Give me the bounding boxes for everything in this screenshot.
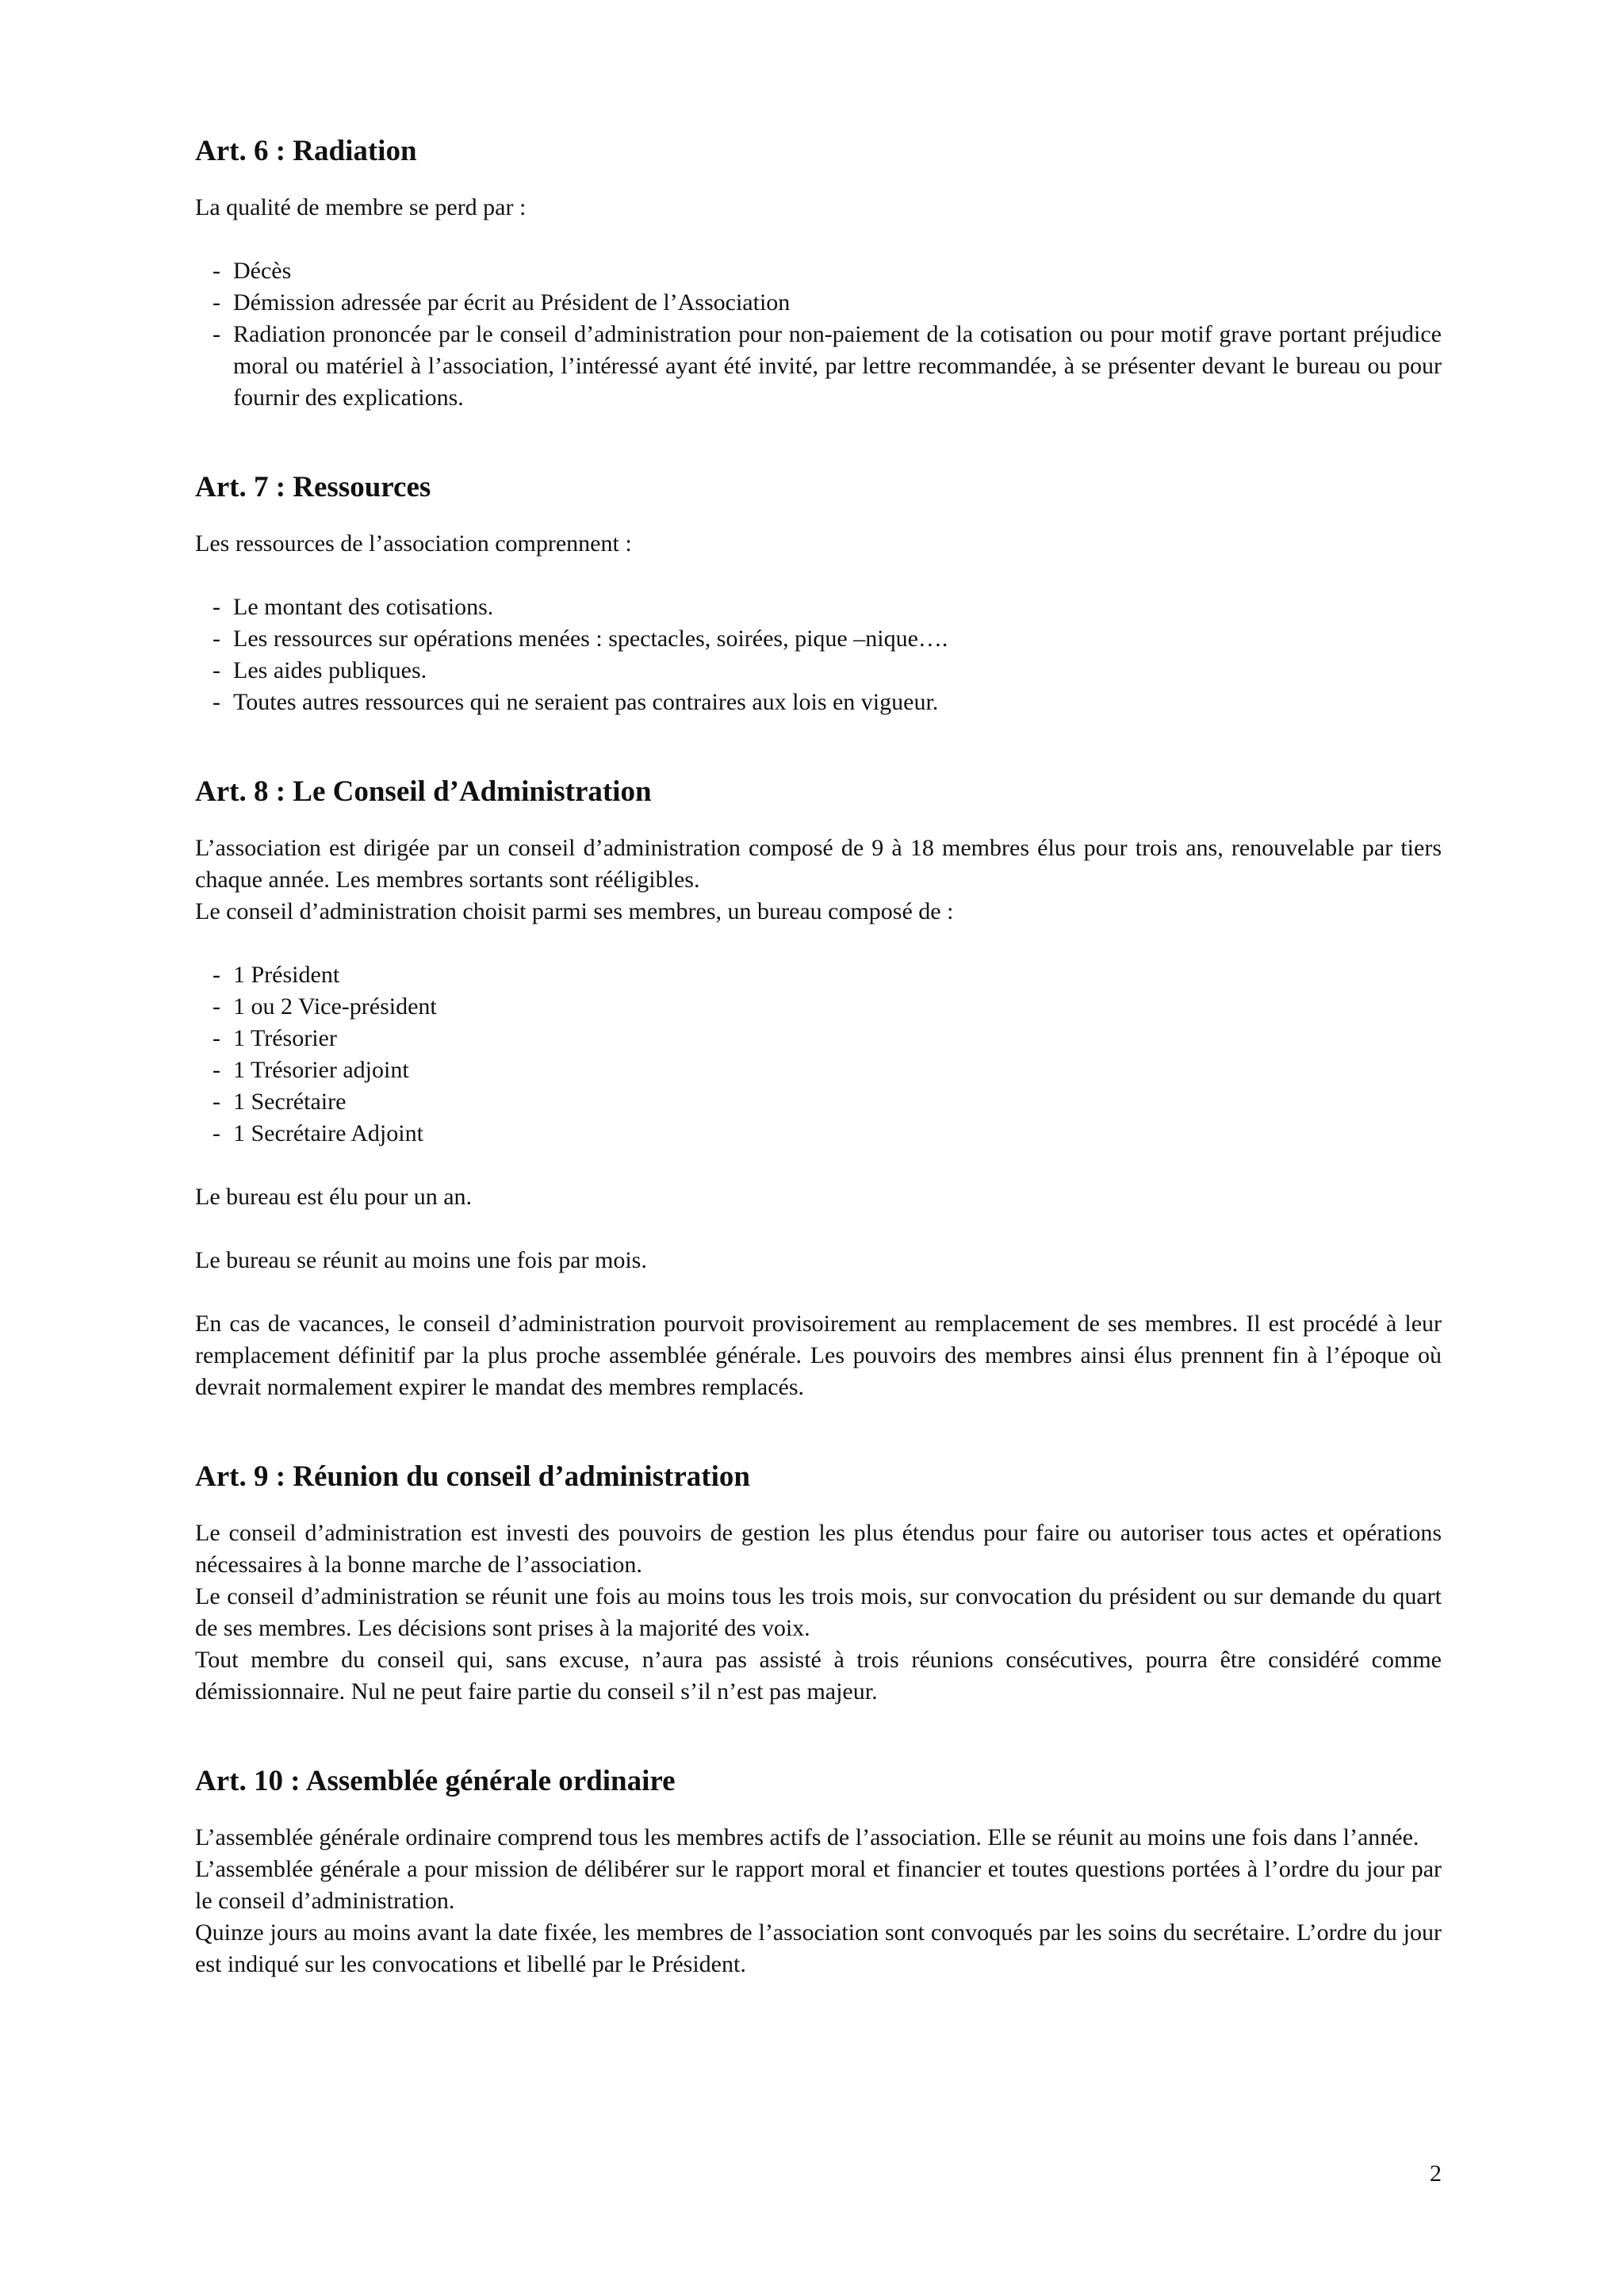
article-6-intro: La qualité de membre se perd par : xyxy=(195,194,527,220)
article-6-list xyxy=(213,255,1442,414)
article-10-paragraph-1: L’assemblée générale ordinaire comprend tous les membres actifs de l’association. Elle se réunit au moins une fois dans l’année. xyxy=(195,1824,1419,1850)
article-9-title: Art. 9 : Réunion du conseil d’administration xyxy=(195,1460,750,1493)
article-8-title: Art. 8 : Le Conseil d’Administration xyxy=(195,775,652,808)
article-8-paragraph-3: Le bureau est élu pour un an. xyxy=(195,1184,473,1210)
list-item: - Démission adressée par écrit au Président de l’Association xyxy=(213,287,1442,319)
list-item: - 1 Secrétaire Adjoint xyxy=(213,1118,1442,1150)
list-item: - Radiation prononcée par le conseil d’administration pour non-paiement de la cotisation ou pour motif grave portant préjudice moral ou matériel à l’association, l’intéressé ayant été invité, par lettre recommandée, à se présenter devant le bureau ou pour fournir des explications. xyxy=(213,319,1442,414)
article-10-paragraph-3: Quinze jours au moins avant la date fixée, les membres de l’association sont convoqués par les soins du secrétaire. L’ordre du jour est indiqué sur les convocations et libellé par le Président. xyxy=(195,1919,1442,1977)
article-8-paragraph-2: Le conseil d’administration choisit parmi ses membres, un bureau composé de : xyxy=(195,898,954,924)
article-6-title: Art. 6 : Radiation xyxy=(195,135,417,167)
article-10-title: Art. 10 : Assemblée générale ordinaire xyxy=(195,1765,676,1797)
article-7-title: Art. 7 : Ressources xyxy=(195,471,431,503)
article-8-paragraph-1: L’association est dirigée par un conseil d’administration composé de 9 à 18 membres élus pour trois ans, renouvelable par tiers chaque année. Les membres sortants sont rééligibles. xyxy=(195,835,1442,893)
article-8 xyxy=(195,774,1442,1403)
page-number: 2 xyxy=(1430,2160,1442,2187)
list-item: - Toutes autres ressources qui ne seraient pas contraires aux lois en vigueur. xyxy=(213,687,1442,718)
list-item: - Décès xyxy=(213,255,1442,287)
list-item: - Les ressources sur opérations menées : spectacles, soirées, pique –nique…. xyxy=(213,623,1442,655)
list-item: - 1 Trésorier adjoint xyxy=(213,1054,1442,1086)
article-10-paragraph-2: L’assemblée générale a pour mission de délibérer sur le rapport moral et financier et toutes questions portées à l’ordre du jour par le conseil d’administration. xyxy=(195,1856,1442,1914)
list-item: - 1 Secrétaire xyxy=(213,1086,1442,1118)
article-7 xyxy=(195,469,1442,718)
list-item: - Les aides publiques. xyxy=(213,655,1442,687)
article-9-paragraph-1: Le conseil d’administration est investi des pouvoirs de gestion les plus étendus pour faire ou autoriser tous actes et opérations nécessaires à la bonne marche de l’association. xyxy=(195,1520,1442,1578)
article-7-list xyxy=(213,591,1442,718)
article-10 xyxy=(195,1763,1442,1980)
document-page xyxy=(195,133,1442,1980)
article-7-intro: Les ressources de l’association comprennent : xyxy=(195,530,632,557)
article-9-paragraph-2: Le conseil d’administration se réunit une fois au moins tous les trois mois, sur convocation du président ou sur demande du quart de ses membres. Les décisions sont prises à la majorité des voix. xyxy=(195,1583,1442,1641)
list-item: - Le montant des cotisations. xyxy=(213,591,1442,623)
article-8-bureau-list xyxy=(213,959,1442,1150)
article-6 xyxy=(195,133,1442,414)
list-item: - 1 Trésorier xyxy=(213,1023,1442,1054)
article-8-paragraph-5: En cas de vacances, le conseil d’administration pourvoit provisoirement au remplacement de ses membres. Il est procédé à leur remplacement définitif par la plus proche assemblée générale. Les pouvoirs des membres ainsi élus prennent fin à l’époque où devrait normalement expirer le mandat des membres remplacés. xyxy=(195,1311,1442,1400)
article-9 xyxy=(195,1459,1442,1708)
list-item: - 1 ou 2 Vice-président xyxy=(213,991,1442,1023)
article-8-paragraph-4: Le bureau se réunit au moins une fois par mois. xyxy=(195,1247,647,1273)
article-9-paragraph-3: Tout membre du conseil qui, sans excuse, n’aura pas assisté à trois réunions consécutives, pourra être considéré comme démissionnaire. Nul ne peut faire partie du conseil s’il n’est pas majeur. xyxy=(195,1647,1442,1705)
list-item: - 1 Président xyxy=(213,959,1442,991)
